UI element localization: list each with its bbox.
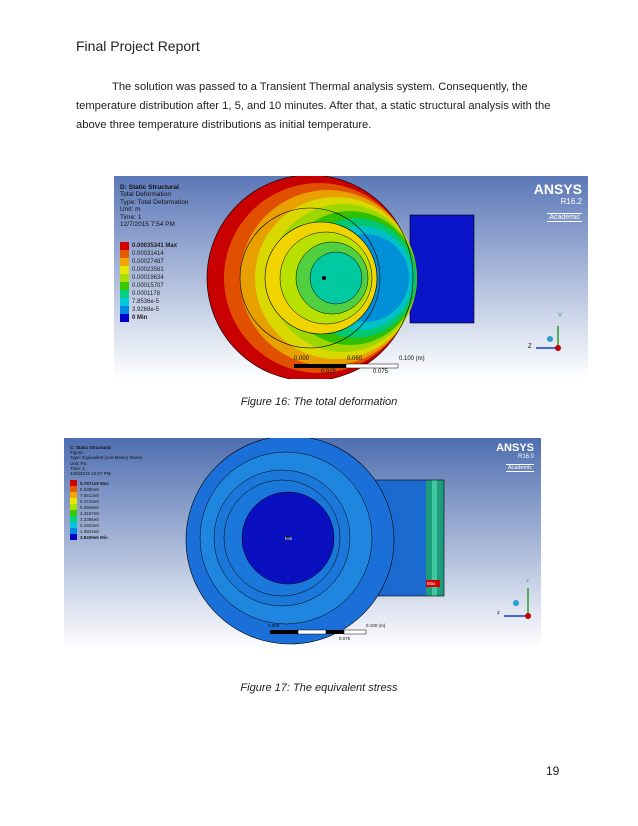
- info-line: Figure: [70, 450, 83, 456]
- info-line: D: Static Structural: [120, 184, 179, 191]
- ansys-logo: [534, 181, 582, 222]
- legend-item: 3.9268e-5: [120, 306, 177, 314]
- axis-z-label: Z: [528, 344, 532, 350]
- legend-item: 0.00023561: [120, 266, 177, 274]
- legend-item: 2.1603e8: [70, 522, 109, 528]
- legend-item: 0.00031414: [120, 250, 177, 258]
- info-line: Unit: m: [120, 206, 141, 214]
- legend-item: 0 Min: [120, 314, 177, 322]
- legend-item: 4.3167e8: [70, 510, 109, 516]
- scale-label: 0.000: [294, 356, 310, 362]
- info-line: 12/5/2015 12:57 PM: [70, 470, 111, 476]
- axis-z-label: Z: [497, 610, 500, 615]
- legend-item: 0.0001178: [120, 290, 177, 298]
- logo-version: R16.2: [560, 197, 582, 206]
- legend-item: 6.4716e8: [70, 498, 109, 504]
- scale-label: 0.050: [347, 356, 363, 362]
- info-line: Time: 1: [70, 465, 85, 471]
- figure-equivalent-stress: [64, 438, 541, 649]
- color-legend: [70, 480, 109, 540]
- legend-item: 3.2385e8: [70, 516, 109, 522]
- legend-item: 1.0821e8: [70, 528, 109, 534]
- color-legend: [120, 242, 177, 322]
- scale-label: 0.100 (m): [366, 623, 386, 628]
- logo-edition: Academic: [549, 214, 580, 221]
- page-number: 19: [546, 764, 560, 778]
- logo-brand: ANSYS: [496, 442, 534, 454]
- ansys-logo: [496, 442, 534, 472]
- body-paragraph: The solution was passed to a Transient Thermal analysis system. Consequently, the temperature distribution after 1, 5, and 10 minutes. After that, a static structural analysis with the above three temperature distributions as initial temperature.: [76, 81, 551, 131]
- legend-item: 8.6395e8: [70, 486, 109, 492]
- figure-total-deformation: [114, 176, 588, 379]
- page-header: Final Project Report: [76, 38, 200, 54]
- info-line: C: Static Structural: [70, 445, 111, 450]
- logo-edition: Academic: [507, 465, 532, 471]
- logo-brand: ANSYS: [533, 181, 582, 197]
- scale-label: 0.075: [373, 369, 389, 375]
- legend-item: 3.8409e5 Min: [70, 534, 109, 540]
- scale-label: 0.000: [268, 623, 280, 628]
- info-line: Type: Equivalent (von-Mises) Stress: [70, 455, 143, 461]
- scale-label: 0.100 (m): [399, 356, 425, 362]
- max-marker: Max: [427, 581, 436, 586]
- legend-item: 0.00035341 Max: [120, 242, 177, 250]
- figure-17-caption: Figure 17: The equivalent stress: [240, 682, 398, 694]
- info-line: Time: 1: [120, 213, 142, 221]
- figure-16-caption: Figure 16: The total deformation: [240, 396, 398, 408]
- legend-item: 0.00019634: [120, 274, 177, 282]
- scale-label: 0.025: [321, 369, 337, 375]
- scale-label: 0.075: [339, 636, 351, 641]
- info-line: Total Deformation: [120, 191, 171, 199]
- legend-item: 5.3948e8: [70, 504, 109, 510]
- legend-item: 0.00015707: [120, 282, 177, 290]
- info-line: 12/7/2015 7:54 PM: [120, 221, 175, 229]
- legend-item: 7.8536e-5: [120, 298, 177, 306]
- logo-version: R16.0: [517, 454, 534, 460]
- side-block: [410, 215, 474, 323]
- info-line: Unit: Pa: [70, 460, 87, 466]
- axis-y-label: Y: [526, 578, 530, 583]
- legend-item: 7.5512e8: [70, 492, 109, 498]
- axis-y-label: Y: [558, 313, 563, 319]
- info-line: Type: Total Deformation: [120, 198, 189, 206]
- min-marker: Min: [285, 536, 293, 541]
- info-block: [70, 445, 142, 476]
- legend-item: 0.00027487: [120, 258, 177, 266]
- legend-item: 9.7871e8 Max: [70, 480, 109, 486]
- info-block: [120, 184, 189, 229]
